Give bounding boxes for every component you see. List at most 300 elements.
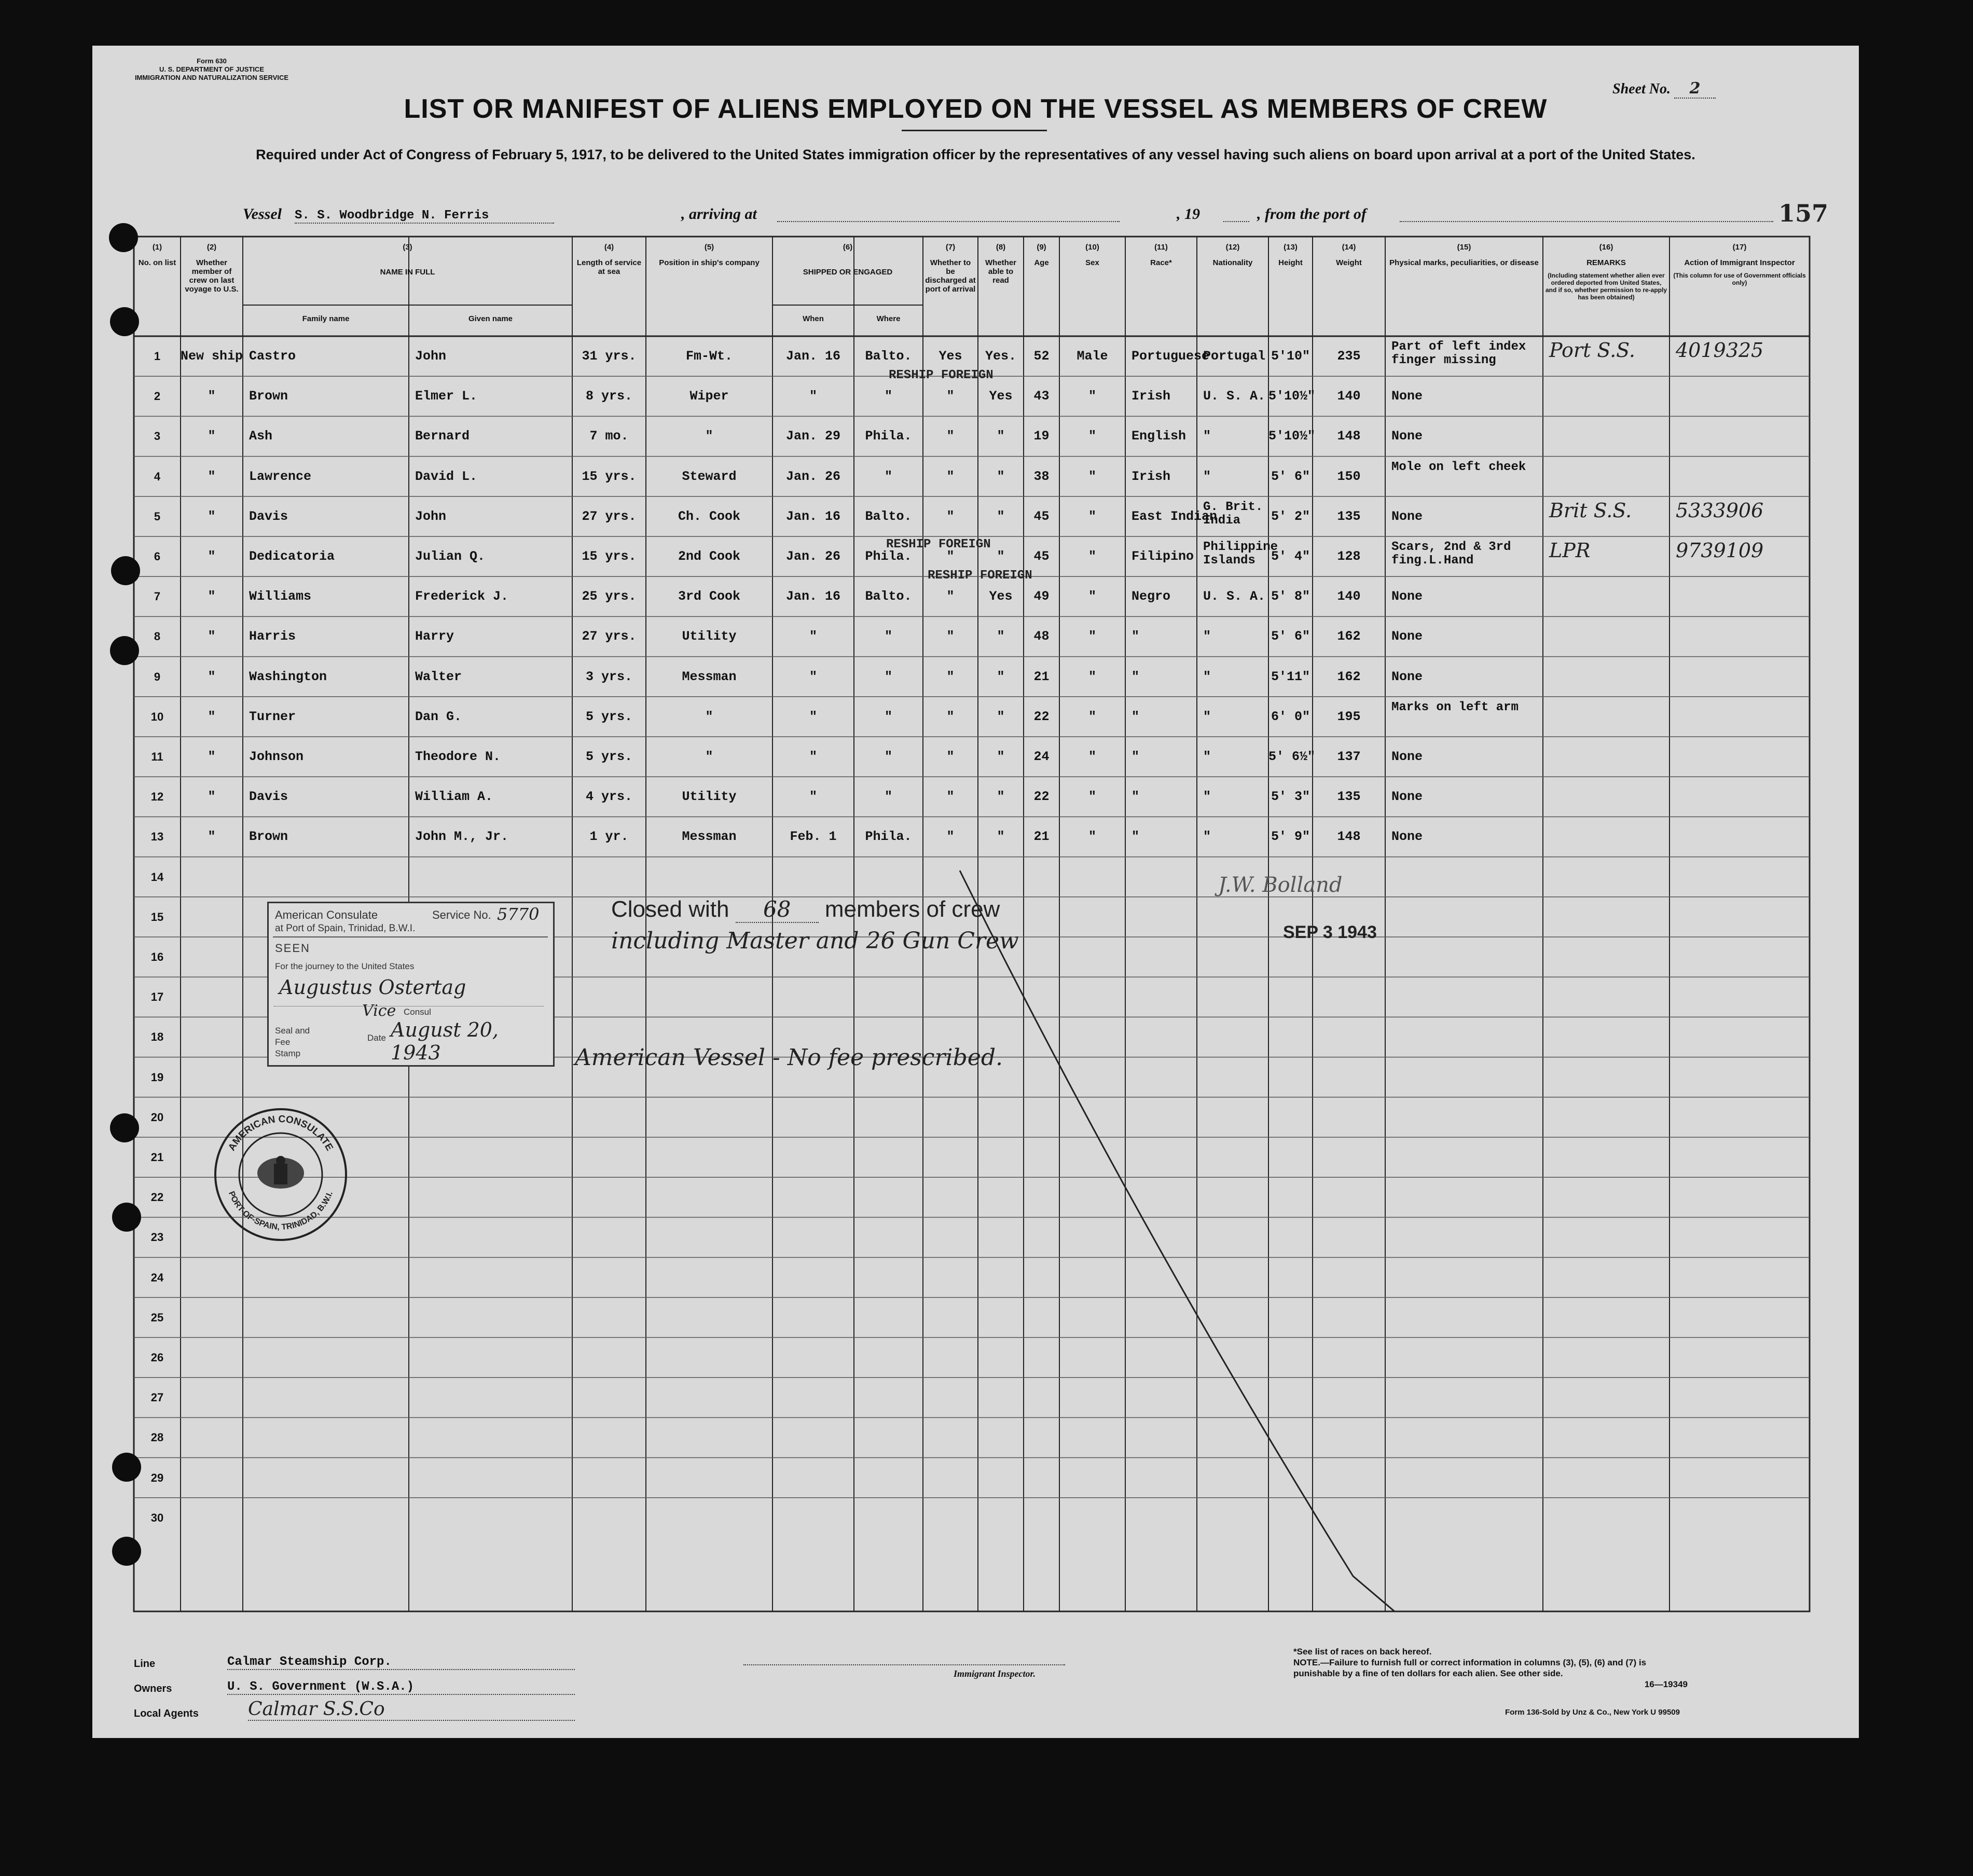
cell-disch: ": [946, 429, 955, 444]
cell-read: ": [997, 669, 1005, 684]
column-note: (This column for use of Government officials only): [1673, 272, 1806, 286]
cell-where: Balto.: [865, 349, 912, 364]
cell-where: Phila.: [865, 429, 912, 444]
cell-last: ": [208, 468, 216, 484]
cell-sex: ": [1088, 549, 1096, 564]
column-header: Age: [1034, 258, 1049, 267]
cell-race: East Indian: [1132, 508, 1218, 524]
cell-race: Negro: [1132, 589, 1171, 604]
punch-hole: [112, 1453, 141, 1482]
cell-age: 43: [1033, 389, 1050, 404]
owners-label: Owners: [134, 1683, 172, 1694]
cell-disch: Yes: [939, 349, 962, 364]
cell-sex: ": [1088, 429, 1096, 444]
service-name: IMMIGRATION AND NATURALIZATION SERVICE: [134, 74, 289, 81]
row-number: 28: [150, 1431, 164, 1444]
cell-race: ": [1132, 749, 1140, 764]
cell-marks: Part of left index finger missing: [1391, 340, 1526, 367]
cell-disch: ": [946, 629, 955, 644]
column-number: (2): [206, 243, 217, 252]
consulate-line2: at Port of Spain, Trinidad, B.W.I.: [275, 923, 416, 934]
cell-marks: None: [1391, 589, 1423, 604]
seal-bottom-text: PORT-OF-SPAIN, TRINIDAD, B.W.I.: [226, 1190, 335, 1232]
cell-service: 15 yrs.: [582, 468, 637, 484]
column-number: (9): [1037, 243, 1046, 252]
cell-last: ": [208, 508, 216, 524]
cell-given: Frederick J.: [415, 589, 509, 604]
cell-where: Phila.: [865, 829, 912, 845]
closed-suffix: members of crew: [824, 896, 1000, 922]
cell-position: ": [705, 429, 713, 444]
cell-nat: ": [1203, 789, 1211, 805]
cell-when: ": [809, 389, 817, 404]
cell-service: 15 yrs.: [582, 549, 637, 564]
row-number: 21: [150, 1151, 164, 1164]
cell-read: Yes: [989, 589, 1013, 604]
column-header: SHIPPED OR ENGAGED: [803, 268, 893, 277]
cell-action: 5333906: [1676, 499, 1764, 522]
cell-remarks: Brit S.S.: [1549, 499, 1632, 522]
cell-last: ": [208, 669, 216, 684]
cell-age: 24: [1033, 749, 1050, 764]
cell-position: ": [705, 709, 713, 724]
column-subheader: Where: [876, 314, 901, 323]
cell-marks: None: [1391, 429, 1423, 444]
column-header: NAME IN FULL: [380, 268, 435, 277]
cell-last: ": [208, 749, 216, 764]
row-number: 8: [154, 630, 161, 643]
cell-family: Brown: [249, 829, 288, 845]
cell-service: 31 yrs.: [582, 349, 637, 364]
cell-last: ": [208, 549, 216, 564]
cell-read: Yes: [989, 389, 1013, 404]
cell-sex: ": [1088, 629, 1096, 644]
row-number: 26: [150, 1351, 164, 1364]
cancel-stroke: [92, 46, 1859, 1738]
column-header: Whether member of crew on last voyage to U.S.: [185, 258, 239, 294]
cell-race: Irish: [1132, 389, 1171, 404]
agents-value: Calmar S.S.Co: [248, 1699, 575, 1721]
cell-nat: U. S. A.: [1203, 389, 1266, 404]
cell-action: 9739109: [1676, 539, 1764, 562]
cell-nat: G. Brit. India: [1203, 500, 1263, 528]
cell-last: ": [208, 789, 216, 805]
cell-given: Bernard: [415, 429, 470, 444]
page-number: 157: [1778, 199, 1829, 227]
cell-service: 5 yrs.: [585, 749, 632, 764]
cell-height: 5' 3": [1271, 789, 1310, 805]
cell-position: Utility: [682, 789, 737, 805]
column-header: Whether to be discharged at port of arrival: [925, 258, 976, 294]
printer-note: Form 136-Sold by Unz & Co., New York U 99509: [1505, 1708, 1680, 1717]
cell-race: English: [1132, 429, 1186, 444]
cell-given: Walter: [415, 669, 462, 684]
cell-height: 5'10½": [1268, 389, 1316, 404]
cell-height: 5' 4": [1271, 549, 1310, 564]
cell-position: Steward: [682, 468, 737, 484]
cell-when: ": [809, 629, 817, 644]
cell-read: ": [997, 508, 1005, 524]
cell-position: Ch. Cook: [678, 508, 741, 524]
cell-position: Messman: [682, 669, 737, 684]
cell-where: Phila.: [865, 549, 912, 564]
cell-where: ": [884, 749, 892, 764]
seal-label: Seal and Fee Stamp: [275, 1026, 310, 1058]
manifest-page: [92, 46, 1859, 1738]
page-subtitle: Required under Act of Congress of February 5, 1917, to be delivered to the United States immigration officer by the representatives of any vessel having such aliens on board upon arrival at a port of the United States.: [256, 147, 1695, 162]
cell-age: 21: [1033, 669, 1050, 684]
cell-where: Balto.: [865, 508, 912, 524]
cell-race: ": [1132, 829, 1140, 845]
cell-where: ": [884, 789, 892, 805]
cell-service: 27 yrs.: [582, 508, 637, 524]
cell-nat: Philippine Islands: [1203, 540, 1278, 568]
cell-read: Yes.: [985, 349, 1016, 364]
cell-given: John: [415, 349, 447, 364]
inspector-signature-line: [743, 1664, 1065, 1665]
cell-when: Jan. 16: [785, 349, 841, 364]
cell-marks: None: [1391, 789, 1423, 805]
cell-service: 4 yrs.: [585, 789, 632, 805]
column-number: (5): [704, 243, 714, 252]
cell-weight: 195: [1337, 709, 1361, 724]
vessel-name: S. S. Woodbridge N. Ferris: [295, 209, 554, 224]
cell-marks: None: [1391, 389, 1423, 404]
row-number: 25: [150, 1311, 164, 1324]
row-number: 12: [150, 790, 164, 804]
date-label: Date: [367, 1033, 386, 1043]
column-header: Position in ship's company: [659, 258, 760, 267]
cell-nat: Portugal: [1203, 349, 1266, 364]
penalty-note: NOTE.—Failure to furnish full or correct information in columns (3), (5), (6) and (7) is punishable by a fine of ten dollars for each alien. See other side.: [1293, 1658, 1647, 1678]
cell-marks: Mole on left cheek: [1391, 460, 1526, 474]
cell-race: Irish: [1132, 468, 1171, 484]
cell-height: 5' 6½": [1268, 749, 1316, 764]
cell-marks: None: [1391, 629, 1423, 644]
column-header: Physical marks, peculiarities, or disease: [1389, 258, 1539, 267]
cell-family: Dedicatoria: [249, 549, 335, 564]
cell-read: ": [997, 749, 1005, 764]
column-header: Whether able to read: [985, 258, 1016, 285]
column-number: (12): [1225, 243, 1240, 252]
cell-age: 49: [1033, 589, 1050, 604]
cell-service: 27 yrs.: [582, 629, 637, 644]
cell-sex: ": [1088, 389, 1096, 404]
cell-given: Dan G.: [415, 709, 462, 724]
cell-sex: ": [1088, 749, 1096, 764]
row-number: 2: [154, 390, 161, 403]
row-number: 14: [150, 870, 164, 884]
cell-disch: ": [946, 829, 955, 845]
line-label: Line: [134, 1658, 156, 1670]
cell-family: Johnson: [249, 749, 304, 764]
column-number: (17): [1732, 243, 1747, 252]
seal-top-text: AMERICAN CONSULATE: [226, 1113, 335, 1153]
cell-marks: None: [1391, 508, 1423, 524]
row-number: 27: [150, 1391, 164, 1404]
reship-stamp-2: RESHIP FOREIGN: [886, 537, 991, 551]
punch-hole: [110, 636, 139, 665]
cell-weight: 235: [1337, 349, 1361, 364]
punch-hole: [111, 556, 140, 585]
cell-race: Portuguese: [1132, 349, 1210, 364]
column-subheader: Given name: [468, 314, 513, 323]
punch-hole: [110, 1113, 139, 1142]
row-number: 13: [150, 830, 164, 844]
cell-action: 4019325: [1676, 339, 1764, 362]
cell-marks: None: [1391, 829, 1423, 845]
cell-position: ": [705, 749, 713, 764]
cell-family: Washington: [249, 669, 327, 684]
punch-hole: [109, 223, 138, 252]
vessel-label: Vessel: [243, 205, 282, 223]
cell-where: ": [884, 468, 892, 484]
cell-service: 25 yrs.: [582, 589, 637, 604]
cell-nat: ": [1203, 829, 1211, 845]
cell-height: 6' 0": [1271, 709, 1310, 724]
cell-age: 48: [1033, 629, 1050, 644]
cell-height: 5'11": [1271, 669, 1310, 684]
cell-last: ": [208, 429, 216, 444]
cell-service: 3 yrs.: [585, 669, 632, 684]
cell-marks: None: [1391, 669, 1423, 684]
date-stamp: SEP 3 1943: [1283, 922, 1377, 942]
cell-where: Balto.: [865, 589, 912, 604]
cell-weight: 162: [1337, 629, 1361, 644]
cell-race: ": [1132, 669, 1140, 684]
punch-hole: [110, 307, 139, 336]
inspector-label: Immigrant Inspector.: [954, 1668, 1036, 1679]
column-header: Nationality: [1212, 258, 1253, 267]
cell-given: John M., Jr.: [415, 829, 509, 845]
cell-where: ": [884, 669, 892, 684]
cell-weight: 135: [1337, 508, 1361, 524]
cell-weight: 135: [1337, 789, 1361, 805]
cell-age: 19: [1033, 429, 1050, 444]
cell-sex: ": [1088, 468, 1096, 484]
cell-nat: ": [1203, 749, 1211, 764]
cell-read: ": [997, 429, 1005, 444]
row-number: 9: [154, 670, 161, 683]
stamp-date: August 20, 1943: [391, 1018, 499, 1064]
cell-given: William A.: [415, 789, 493, 805]
cell-age: 38: [1033, 468, 1050, 484]
cell-family: Turner: [249, 709, 296, 724]
cell-marks: Scars, 2nd & 3rd fing.L.Hand: [1391, 540, 1511, 568]
cell-when: Jan. 26: [785, 549, 841, 564]
service-no: 5770: [497, 904, 540, 924]
column-header: Sex: [1085, 258, 1099, 267]
cell-position: Utility: [682, 629, 737, 644]
vice-label: Vice: [362, 1002, 396, 1020]
cell-read: ": [997, 829, 1005, 845]
cell-disch: ": [946, 749, 955, 764]
consul-label: Consul: [404, 1007, 431, 1017]
cell-read: ": [997, 709, 1005, 724]
punch-hole: [112, 1537, 141, 1566]
cell-height: 5'10": [1271, 349, 1310, 364]
row-number: 19: [150, 1070, 164, 1084]
column-number: (10): [1085, 243, 1099, 252]
cell-disch: ": [946, 549, 955, 564]
footer-left: [134, 1655, 601, 1746]
department: U. S. DEPARTMENT OF JUSTICE: [159, 65, 264, 73]
column-number: (7): [945, 243, 956, 252]
sheet-label: Sheet No.: [1612, 81, 1671, 97]
row-number: 29: [150, 1471, 164, 1484]
cell-sex: Male: [1077, 349, 1108, 364]
cell-nat: ": [1203, 468, 1211, 484]
cell-family: Davis: [249, 508, 288, 524]
cell-race: Filipino: [1132, 549, 1194, 564]
cell-disch: ": [946, 669, 955, 684]
cell-age: 45: [1033, 549, 1050, 564]
american-vessel-note: American Vessel - No fee prescribed.: [575, 1044, 1003, 1071]
row-number: 15: [150, 910, 164, 923]
page-title: LIST OR MANIFEST OF ALIENS EMPLOYED ON THE VESSEL AS MEMBERS OF CREW: [404, 94, 1548, 124]
closed-count: 68: [736, 896, 819, 923]
column-note: (Including statement whether alien ever ordered deported from United States, and if so, whether permission to re-apply has been obtained): [1545, 272, 1667, 301]
reship-stamp-3: RESHIP FOREIGN: [928, 569, 1032, 583]
column-number: (16): [1599, 243, 1613, 252]
consul-signature: Augustus Ostertag: [279, 976, 466, 999]
cell-marks: Marks on left arm: [1391, 700, 1519, 714]
cell-disch: ": [946, 589, 955, 604]
reship-stamp-1: RESHIP FOREIGN: [889, 368, 994, 382]
cell-weight: 150: [1337, 468, 1361, 484]
cell-weight: 148: [1337, 429, 1361, 444]
cell-given: John: [415, 508, 447, 524]
cell-weight: 140: [1337, 589, 1361, 604]
sheet-number: 2: [1674, 79, 1716, 99]
cell-position: 2nd Cook: [678, 549, 741, 564]
cell-race: ": [1132, 709, 1140, 724]
cell-nat: ": [1203, 709, 1211, 724]
cell-last: New ship: [181, 349, 243, 364]
column-number: (6): [843, 243, 853, 252]
cell-when: Jan. 29: [785, 429, 841, 444]
cell-nat: ": [1203, 429, 1211, 444]
cell-when: Feb. 1: [790, 829, 837, 845]
cell-family: Ash: [249, 429, 273, 444]
column-header: Race*: [1150, 258, 1172, 267]
cell-family: Castro: [249, 349, 296, 364]
cell-disch: ": [946, 468, 955, 484]
cell-when: ": [809, 709, 817, 724]
cell-when: Jan. 16: [785, 589, 841, 604]
column-header: Height: [1278, 258, 1303, 267]
service-no-label: Service No.: [432, 908, 491, 921]
cell-where: ": [884, 389, 892, 404]
row-number: 23: [150, 1231, 164, 1244]
cell-weight: 148: [1337, 829, 1361, 845]
cell-read: ": [997, 468, 1005, 484]
cell-service: 1 yr.: [589, 829, 629, 845]
cell-sex: ": [1088, 789, 1096, 805]
cell-given: Harry: [415, 629, 454, 644]
cell-when: ": [809, 749, 817, 764]
arriving-label: , arriving at: [681, 205, 757, 223]
cell-where: ": [884, 629, 892, 644]
cell-read: ": [997, 549, 1005, 564]
form-code: 16—19349: [1644, 1679, 1688, 1689]
column-number: (15): [1457, 243, 1471, 252]
cell-age: 45: [1033, 508, 1050, 524]
row-number: 3: [154, 430, 161, 443]
owners-value: U. S. Government (W.S.A.): [227, 1680, 575, 1695]
cell-sex: ": [1088, 508, 1096, 524]
cell-remarks: Port S.S.: [1549, 339, 1635, 362]
cell-nat: U. S. A.: [1203, 589, 1266, 604]
journey-text: For the journey to the United States: [275, 961, 415, 971]
from-port-label: , from the port of: [1257, 205, 1367, 223]
cell-position: Fm-Wt.: [685, 349, 733, 364]
cell-position: Wiper: [689, 389, 729, 404]
cell-last: ": [208, 389, 216, 404]
column-number: (4): [604, 243, 614, 252]
column-number: (1): [152, 243, 162, 252]
cell-race: ": [1132, 789, 1140, 805]
column-number: (13): [1284, 243, 1298, 252]
cell-family: Williams: [249, 589, 312, 604]
cell-height: 5' 6": [1271, 468, 1310, 484]
cell-sex: ": [1088, 829, 1096, 845]
cell-given: Elmer L.: [415, 389, 478, 404]
cell-last: ": [208, 629, 216, 644]
cell-given: Theodore N.: [415, 749, 501, 764]
cell-height: 5' 8": [1271, 589, 1310, 604]
consulate-line1: American Consulate: [275, 908, 378, 921]
races-note: *See list of races on back hereof.: [1293, 1647, 1432, 1657]
cell-when: ": [809, 789, 817, 805]
cell-family: Brown: [249, 389, 288, 404]
cell-sex: ": [1088, 589, 1096, 604]
row-number: 11: [151, 750, 163, 763]
punch-hole: [112, 1203, 141, 1232]
cell-weight: 137: [1337, 749, 1361, 764]
column-header: Length of service at sea: [576, 258, 642, 276]
cell-height: 5'10½": [1268, 429, 1316, 444]
column-header: Action of Immigrant Inspector: [1684, 258, 1795, 267]
cell-given: David L.: [415, 468, 478, 484]
cell-position: Messman: [682, 829, 737, 845]
row-number: 22: [150, 1191, 164, 1204]
cell-service: 5 yrs.: [585, 709, 632, 724]
column-header: REMARKS: [1586, 258, 1626, 267]
cell-family: Lawrence: [249, 468, 312, 484]
cell-when: ": [809, 669, 817, 684]
cell-last: ": [208, 829, 216, 845]
cell-disch: ": [946, 709, 955, 724]
row-number: 30: [150, 1511, 164, 1524]
including-line: including Master and 26 Gun Crew: [611, 928, 1019, 954]
cell-remarks: LPR: [1549, 539, 1591, 562]
cell-sex: ": [1088, 669, 1096, 684]
cell-age: 22: [1033, 709, 1050, 724]
row-number: 20: [150, 1110, 164, 1124]
cell-age: 52: [1033, 349, 1050, 364]
row-number: 1: [154, 350, 161, 363]
seen-label: SEEN: [275, 942, 310, 955]
cell-service: 8 yrs.: [585, 389, 632, 404]
cell-nat: ": [1203, 629, 1211, 644]
cell-marks: None: [1391, 749, 1423, 764]
line-value: Calmar Steamship Corp.: [227, 1655, 575, 1670]
cell-nat: ": [1203, 669, 1211, 684]
cell-disch: ": [946, 789, 955, 805]
cell-height: 5' 6": [1271, 629, 1310, 644]
column-subheader: Family name: [302, 314, 350, 323]
